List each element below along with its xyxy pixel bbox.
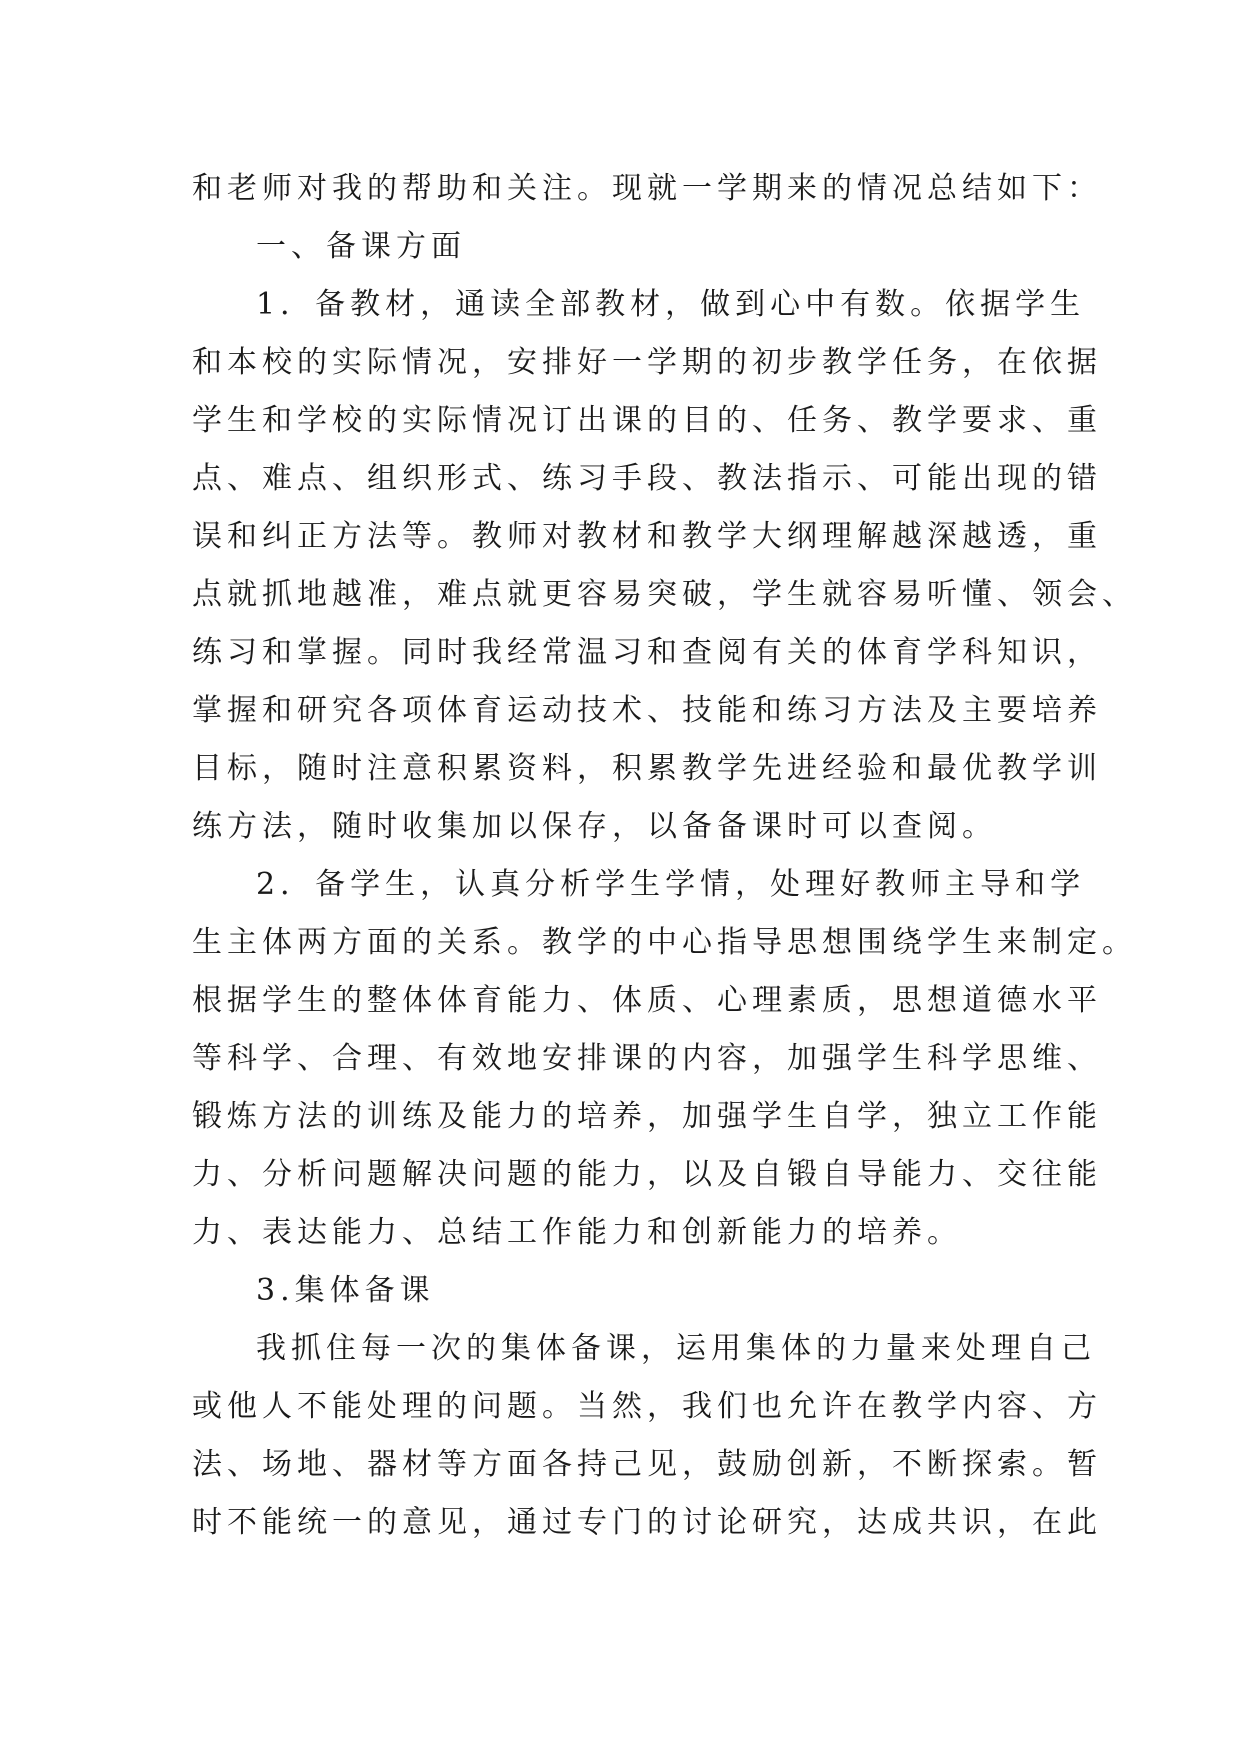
text-line: 力、分析问题解决问题的能力，以及自锻自导能力、交往能	[192, 1157, 1102, 1192]
text-line: 误和纠正方法等。教师对教材和教学大纲理解越深越透，重	[192, 519, 1102, 554]
text-line: 等科学、合理、有效地安排课的内容，加强学生科学思维、	[192, 1041, 1102, 1076]
text-line: 锻炼方法的训练及能力的培养，加强学生自学，独立工作能	[192, 1099, 1102, 1134]
text-line: 掌握和研究各项体育运动技术、技能和练习方法及主要培养	[192, 693, 1102, 728]
text-line: 目标，随时注意积累资料，积累教学先进经验和最优教学训	[192, 751, 1102, 786]
text-line: 点、难点、组织形式、练习手段、教法指示、可能出现的错	[192, 461, 1102, 496]
paragraph-start: 我抓住每一次的集体备课，运用集体的力量来处理自己	[256, 1331, 1096, 1366]
text-line: 根据学生的整体体育能力、体质、心理素质，思想道德水平	[192, 983, 1102, 1018]
text-line: 练习和掌握。同时我经常温习和查阅有关的体育学科知识，	[192, 635, 1102, 670]
text-line: 学生和学校的实际情况订出课的目的、任务、教学要求、重	[192, 403, 1102, 438]
text-line: 和本校的实际情况，安排好一学期的初步教学任务，在依据	[192, 345, 1102, 380]
text-line: 法、场地、器材等方面各持己见，鼓励创新，不断探索。暂	[192, 1447, 1102, 1482]
text-line: 时不能统一的意见，通过专门的讨论研究，达成共识，在此	[192, 1505, 1102, 1540]
text-line: 生主体两方面的关系。教学的中心指导思想围绕学生来制定。	[192, 925, 1137, 960]
text-line: 和老师对我的帮助和关注。现就一学期来的情况总结如下：	[192, 171, 1102, 206]
body-text	[192, 160, 1137, 1552]
section-heading: 一、备课方面	[256, 229, 466, 264]
paragraph-start: 1．备教材，通读全部教材，做到心中有数。依据学生	[256, 287, 1086, 322]
text-line: 或他人不能处理的问题。当然，我们也允许在教学内容、方	[192, 1389, 1102, 1424]
text-line: 力、表达能力、总结工作能力和创新能力的培养。	[192, 1215, 962, 1250]
paragraph-start: 2．备学生，认真分析学生学情，处理好教师主导和学	[256, 867, 1086, 902]
subsection-heading: 3.集体备课	[256, 1273, 435, 1308]
text-line: 点就抓地越准，难点就更容易突破，学生就容易听懂、领会、	[192, 577, 1137, 612]
text-line: 练方法，随时收集加以保存，以备备课时可以查阅。	[192, 809, 997, 844]
